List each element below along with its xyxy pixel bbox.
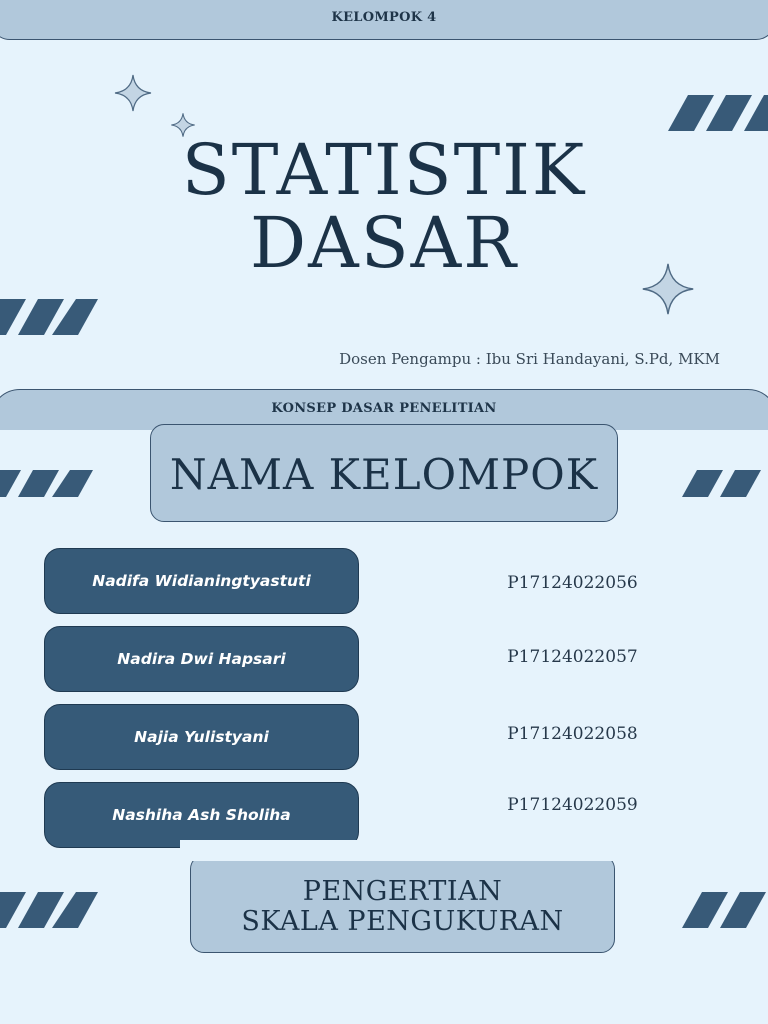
sparkle-icon [113,73,153,113]
member-name-pill [44,782,359,848]
member-name: Najia Yulistyani [134,728,269,746]
page-title-line-2: DASAR [250,202,518,284]
section-banner-label: KONSEP DASAR PENELITIAN [271,401,497,416]
member-nim: P17124022057 [507,647,638,667]
stripes-decoration [668,95,768,131]
definition-box-mask [180,840,625,861]
group-heading: NAMA KELOMPOK [169,450,599,499]
member-name: Nashiha Ash Sholiha [112,806,291,824]
member-name-pill [44,704,359,770]
definition-heading-line-1: PENGERTIAN [302,876,503,907]
member-nim: P17124022059 [507,795,638,815]
group-number-label: KELOMPOK 4 [331,10,437,25]
member-nim: P17124022056 [507,573,638,593]
lecturer-text: Dosen Pengampu : Ibu Sri Handayani, S.Pd, MKM [339,350,720,368]
member-name: Nadifa Widianingtyastuti [92,572,311,590]
member-name-pill [44,626,359,692]
stripes-decoration [0,299,98,335]
member-name: Nadira Dwi Hapsari [117,650,286,668]
member-name-pill [44,548,359,614]
definition-heading-line-2: SKALA PENGUKURAN [241,906,564,937]
stripes-decoration [682,892,768,928]
member-nim: P17124022058 [507,724,638,744]
page-title-line-1: STATISTIK [181,129,587,211]
stripes-decoration [0,892,98,928]
